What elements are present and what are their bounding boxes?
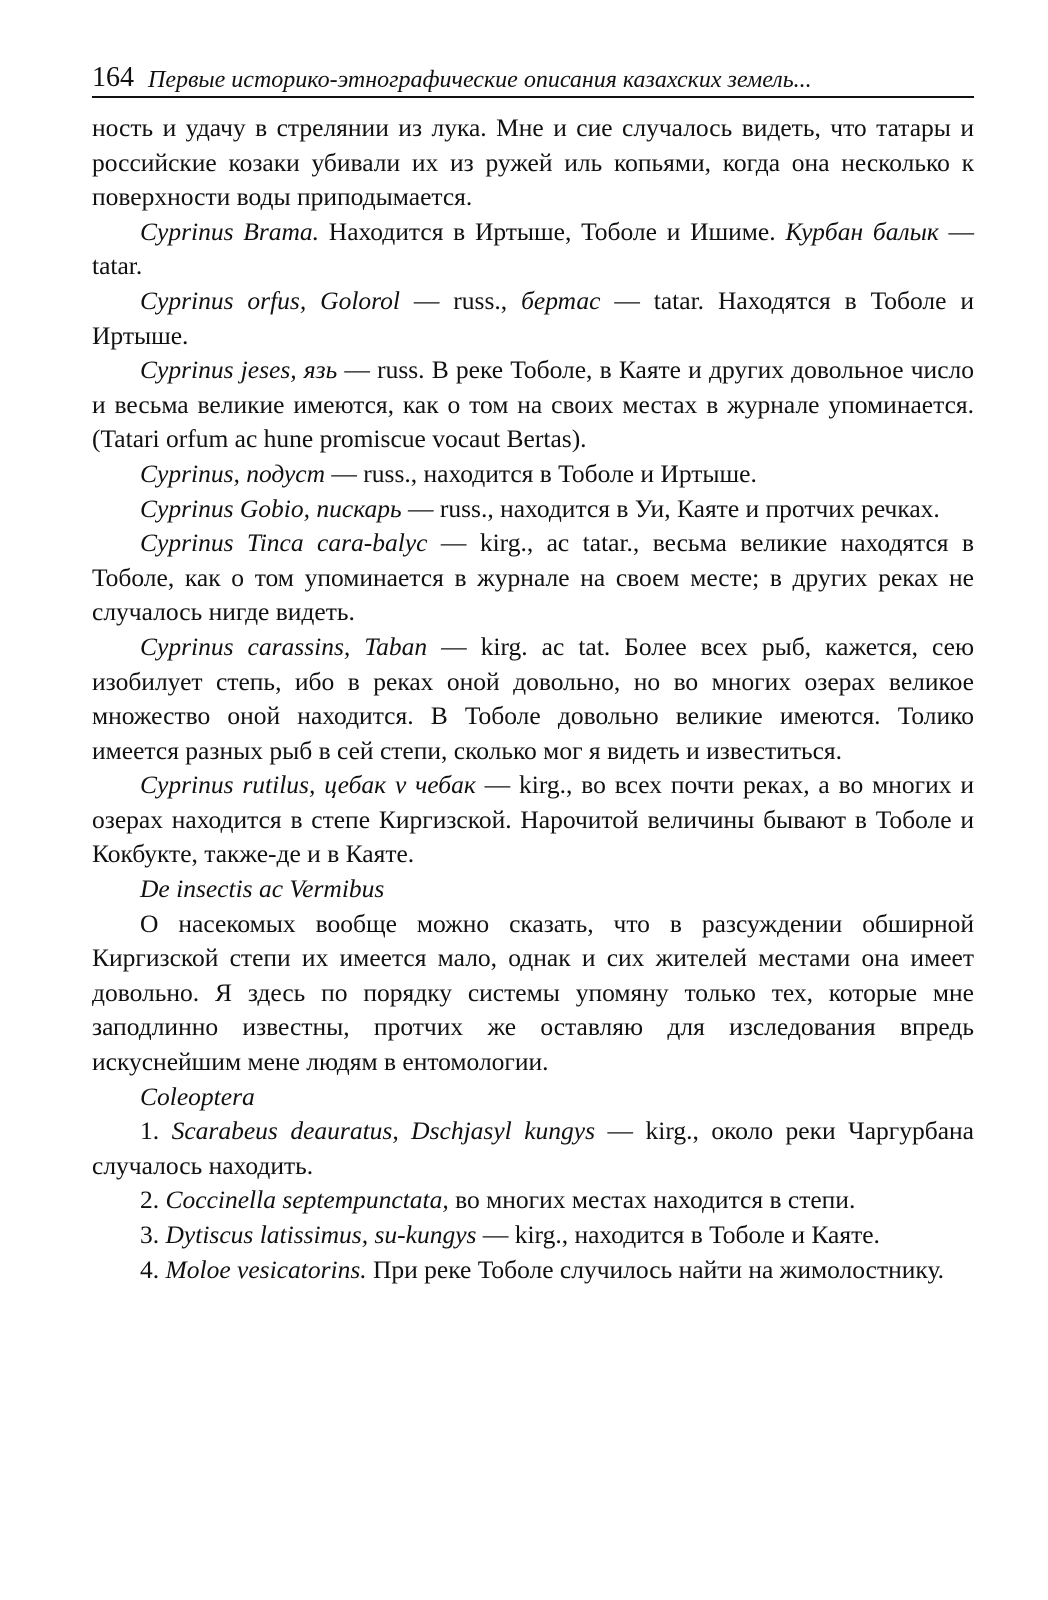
text-run: При реке Тоболе случилось найти на жимолостнику. <box>366 1254 945 1284</box>
list-item <box>92 1114 974 1183</box>
entry-paragraph <box>92 492 974 527</box>
text-run: — russ., находится в Тоболе и Иртыше. <box>325 458 757 488</box>
page-body <box>92 111 974 1287</box>
entry-paragraph <box>92 630 974 768</box>
species-name: Moloe vesicatorins. <box>165 1254 367 1284</box>
entry-paragraph <box>92 526 974 630</box>
text-run: во многих местах находится в степи. <box>448 1185 856 1215</box>
running-header <box>92 56 974 98</box>
order-heading: Coleoptera <box>140 1081 255 1111</box>
entry-paragraph <box>92 353 974 457</box>
list-number: 3. <box>140 1220 166 1249</box>
text-run: — russ., <box>399 285 522 315</box>
species-name: Cyprinus, подуст <box>140 458 326 488</box>
entry-paragraph <box>92 215 974 284</box>
text-run: ность и удачу в стрелянии из лука. Мне и сие случалось видеть, что татары и российские козаки убивали их из ружей иль копьями, когда она несколько к поверхности воды приподымается. <box>92 113 974 212</box>
text-run: — kirg., во всех почти реках, а во многих и озерах находится в степе Киргизской. Нарочитой величины бывают в Тоболе и Кокбукте, также-де и в Каяте. <box>92 770 974 869</box>
list-number: 1. <box>140 1116 172 1146</box>
running-title: Первые историко-этнографические описания казахских земель... <box>148 67 812 93</box>
species-name: Cyprinus jeses, язь <box>140 355 338 385</box>
text-run: — tatar. Находятся в Тоболе и Иртыше. <box>92 285 974 350</box>
species-name: Cyprinus Gobio, пискарь <box>140 493 402 523</box>
species-name: Cyprinus Tinca cara-balyc <box>140 528 428 558</box>
text-run: Находится в Иртыше, Тоболе и Ишиме. <box>319 216 786 246</box>
species-name: Dytiscus latissimus, su-kungys <box>165 1220 477 1249</box>
list-item <box>92 1218 974 1253</box>
page-number: 164 <box>92 62 134 93</box>
text-run: — russ. В реке Тоболе, в Каяте и других довольное число и весьма великие имеются, как о том на своих местах в журнале упоминается. (Tatari orfum ac hune promiscue vocaut Bertas). <box>92 355 974 454</box>
list-number: 4. <box>140 1254 166 1284</box>
text-run: — kirg., находится в Тоболе и Каяте. <box>476 1220 880 1249</box>
list-item <box>92 1183 974 1218</box>
section-paragraph: О насекомых вообще можно сказать, что в разсуждении обширной Киргизской степи их имеется мало, однак и сих жителей местами она имеет довольно. Я здесь по порядку системы упомяну только тех, которые мне заподлинно известны, протчих же оставляю для изследования впредь искуснейшим мене людям в ентомологии. <box>92 908 974 1077</box>
species-name: Cyprinus carassins, Taban <box>140 631 428 661</box>
text-run: — kirg., ac tatar., весьма великие находятся в Тоболе, как о том упоминается в журнале на своем месте; в других реках не случалось нигде видеть. <box>92 528 974 627</box>
entry-paragraph <box>92 768 974 872</box>
text-run: — tatar. <box>92 216 975 281</box>
local-name: бертас <box>521 285 601 315</box>
species-name: Scarabeus deauratus, Dschjasyl kungys <box>171 1116 596 1146</box>
local-name: Курбан балык <box>785 216 939 246</box>
species-name: Coccinella septempunctata, <box>165 1185 449 1215</box>
species-name: Cyprinus rutilus, цебак v чебак <box>140 770 476 800</box>
text-run: — kirg., около реки Чаргурбана случалось находить. <box>92 1116 975 1180</box>
entry-paragraph <box>92 457 974 492</box>
text-run: — kirg. ac tat. Более всех рыб, кажется, сею изобилует степь, ибо в реках оной довольно, но во многих озерах великое множество оной находится. В Тоболе довольно великие имеются. Толико имеется разных рыб в сей степи, сколько мог я видеть и известиться. <box>92 631 974 765</box>
entry-paragraph <box>92 284 974 353</box>
list-number: 2. <box>140 1185 166 1215</box>
paragraph-continuation <box>92 111 974 215</box>
species-name: Cyprinus orfus, Golorol <box>140 285 400 315</box>
list-item <box>92 1253 974 1288</box>
text-run: — russ., находится в Уи, Каяте и протчих речках. <box>401 493 940 523</box>
species-name: Cyprinus Brama. <box>140 216 320 246</box>
section-heading: De insectis ac Vermibus <box>140 874 385 904</box>
